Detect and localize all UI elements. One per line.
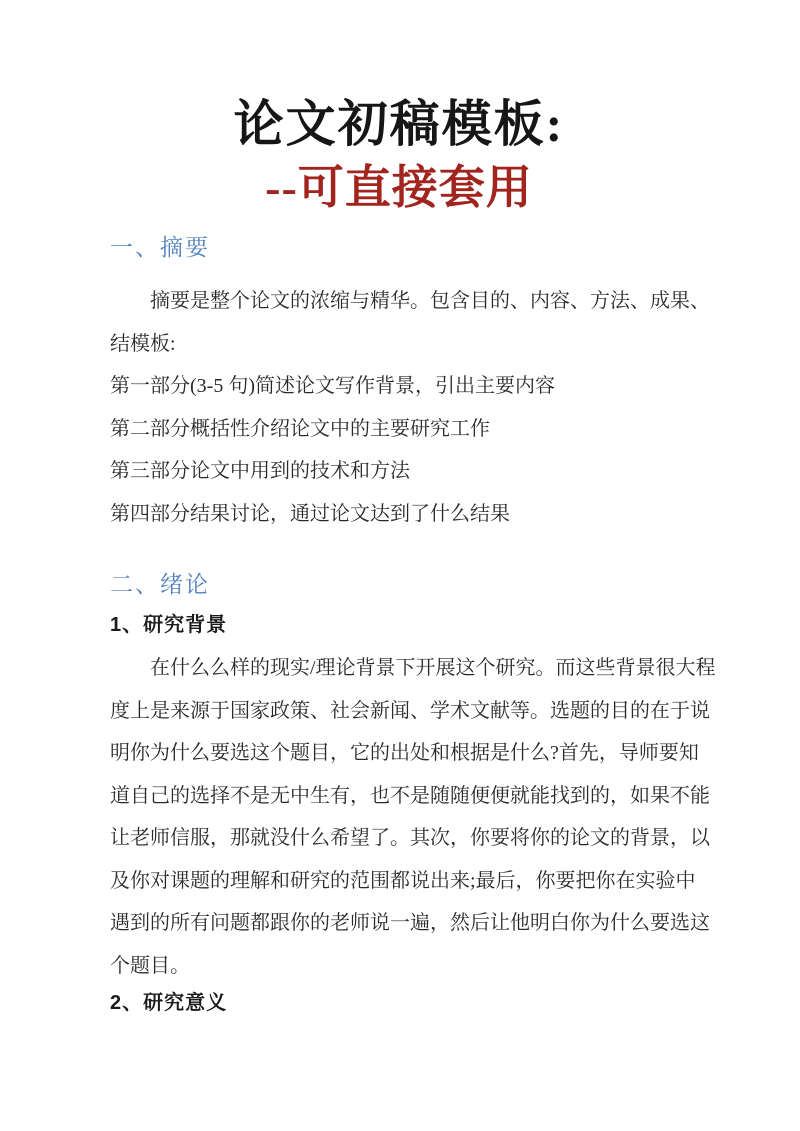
section-heading-abstract: 一、摘要 [110,235,210,260]
paragraph-line: 及你对课题的理解和研究的范围都说出来;最后，你要把你在实验中 [110,869,696,892]
subheading-research-background: 1、研究背景 [110,614,228,636]
research-background-paragraph [110,647,716,987]
paragraph-line: 道自己的选择不是无中生有，也不是随随便便就能找到的，如果不能 [110,784,710,807]
abstract-line: 结模板: [110,332,176,355]
doc-subtitle: --可直接套用 [265,162,533,213]
paragraph-line: 明你为什么要选这个题目，它的出处和根据是什么?首先，导师要知 [110,742,699,764]
section-heading-introduction: 二、绪论 [110,572,210,597]
paragraph-line: 遇到的所有问题都跟你的老师说一遍，然后让他明白你为什么要选这 [110,912,710,934]
abstract-line: 第一部分(3-5 句)简述论文写作背景，引出主要内容 [110,375,555,397]
paragraph-line: 个题目。 [110,954,190,977]
subheading-research-significance: 2、研究意义 [110,992,228,1014]
abstract-line: 摘要是整个论文的浓缩与精华。包含目的、内容、方法、成果、 [150,290,710,312]
paragraph-line: 度上是来源于国家政策、社会新闻、学术文献等。选题的目的在于说 [110,699,710,722]
paragraph-line: 让老师信服，那就没什么希望了。其次，你要将你的论文的背景，以 [110,827,710,849]
paragraph-line: 在什么么样的现实/理论背景下开展这个研究。而这些背景很大程 [150,657,716,679]
abstract-paragraph [110,280,710,535]
abstract-line: 第四部分结果讨论，通过论文达到了什么结果 [110,502,510,525]
doc-title: 论文初稿模板: [233,96,565,152]
abstract-line: 第二部分概括性介绍论文中的主要研究工作 [110,417,490,440]
abstract-line: 第三部分论文中用到的技术和方法 [110,460,410,482]
